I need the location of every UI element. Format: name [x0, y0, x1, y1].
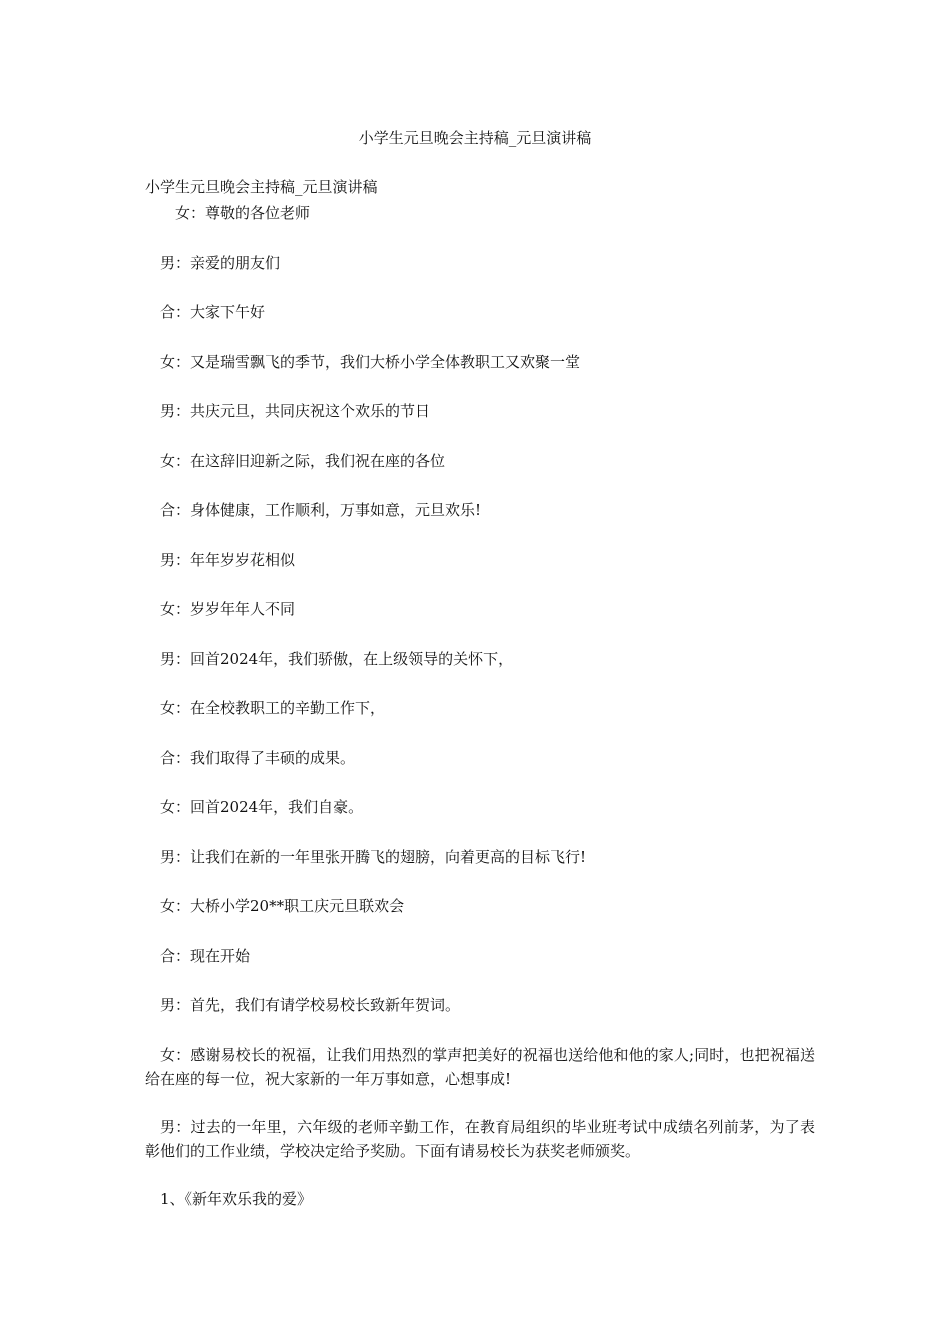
script-line: 男：首先，我们有请学校易校长致新年贺词。: [160, 996, 461, 1014]
script-line: 女：回首2024年，我们自豪。: [160, 798, 364, 816]
script-line: 男：亲爱的朋友们: [160, 253, 281, 272]
document-title: 小学生元旦晚会主持稿_元旦演讲稿: [358, 129, 592, 147]
script-line: 合：大家下午好: [160, 303, 266, 321]
script-line: 合：我们取得了丰硕的成果。: [160, 748, 356, 767]
script-line: 女：尊敬的各位老师: [175, 204, 311, 222]
script-line: 男：回首2024年，我们骄傲，在上级领导的关怀下，: [160, 649, 514, 668]
script-line: 女：在全校教职工的辛勤工作下，: [160, 699, 386, 717]
script-line: 女：岁岁年年人不同: [160, 600, 296, 618]
script-lines: [145, 201, 815, 1236]
script-line: 女：大桥小学20**职工庆元旦联欢会: [160, 897, 405, 915]
script-line: 男：年年岁岁花相似: [160, 550, 296, 569]
script-line: 女：在这辞旧迎新之际，我们祝在座的各位: [160, 451, 446, 470]
script-line: 合：现在开始: [160, 946, 251, 965]
program-item: 1、《新年欢乐我的爱》: [160, 1189, 313, 1208]
script-paragraph: 男：过去的一年里，六年级的老师辛勤工作，在教育局组织的毕业班考试中成绩名列前茅，为了表彰他们的工作业绩，学校决定给予奖励。下面有请易校长为获奖老师颁奖。: [145, 1117, 815, 1160]
script-line: 合：身体健康，工作顺利，万事如意，元旦欢乐!: [160, 501, 482, 519]
script-paragraph: 女：感谢易校长的祝福，让我们用热烈的掌声把美好的祝福也送给他和他的家人;同时，也把祝福送给在座的每一位，祝大家新的一年万事如意，心想事成!: [145, 1045, 815, 1088]
document-subtitle: 小学生元旦晚会主持稿_元旦演讲稿: [145, 178, 378, 196]
script-line: 男：让我们在新的一年里张开腾飞的翅膀，向着更高的目标飞行!: [160, 847, 587, 866]
script-line: 女：又是瑞雪飘飞的季节，我们大桥小学全体教职工又欢聚一堂: [160, 352, 581, 371]
script-line: 男：共庆元旦，共同庆祝这个欢乐的节日: [160, 402, 431, 420]
